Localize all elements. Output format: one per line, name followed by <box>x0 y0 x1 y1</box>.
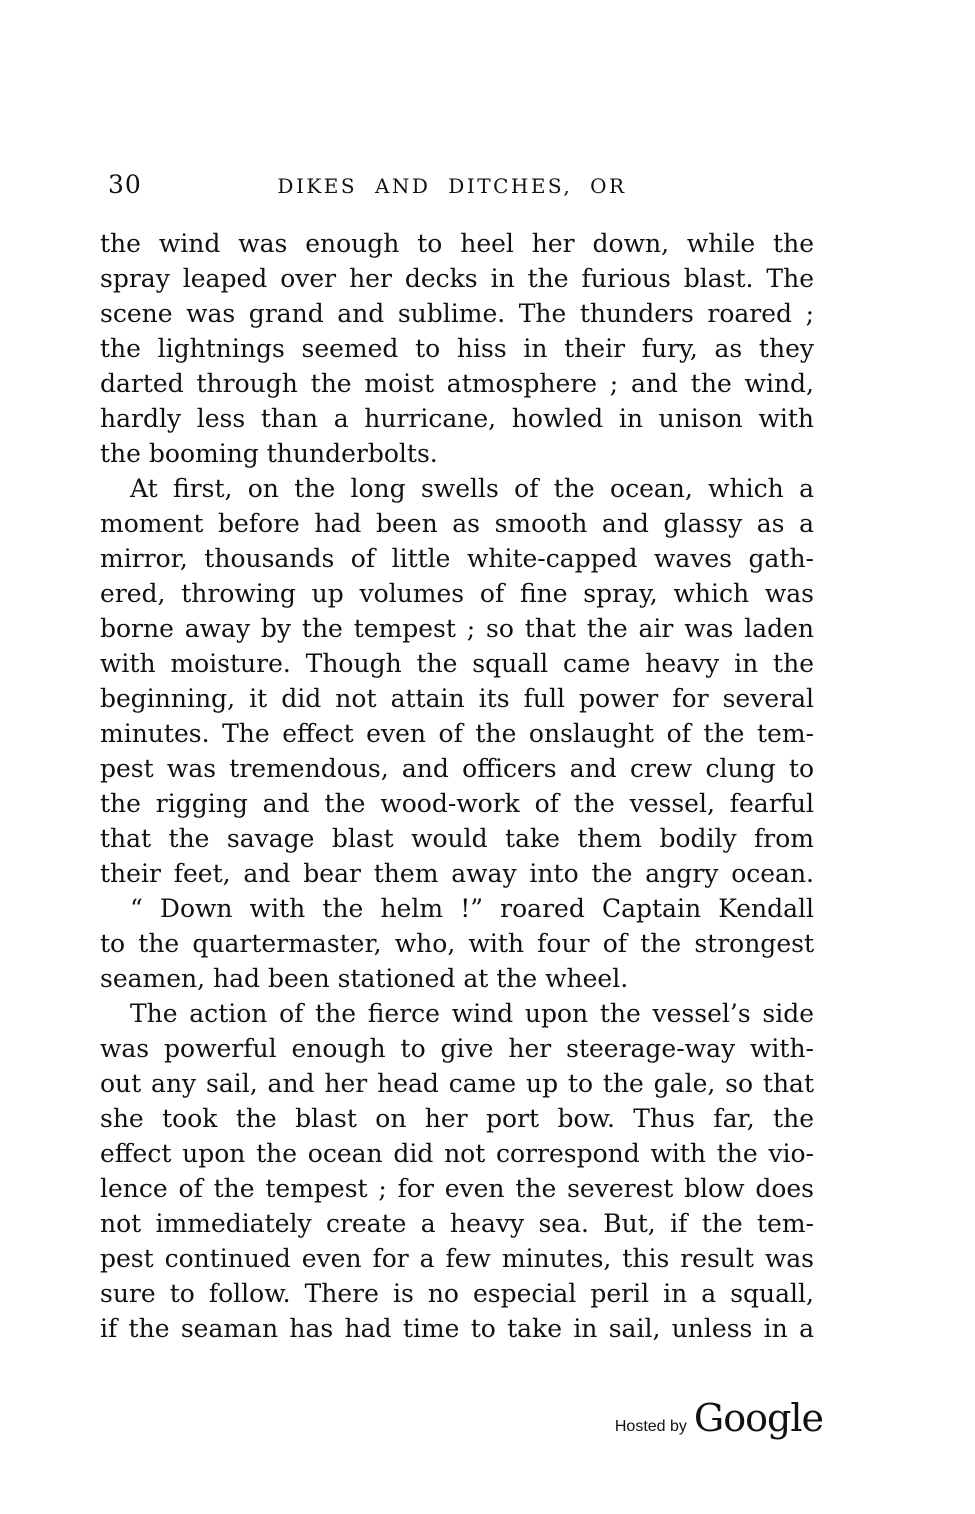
text-line: effect upon the ocean did not correspond with the vio- <box>100 1139 814 1168</box>
text-line: hardly less than a hurricane, howled in unison with <box>100 404 814 433</box>
text-line: the wind was enough to heel her down, while the <box>100 229 814 258</box>
text-line: At first, on the long swells of the ocean, which a <box>130 474 814 503</box>
text-line: the rigging and the wood-work of the vessel, fearful <box>100 789 814 818</box>
running-header <box>100 170 814 204</box>
text-line: The action of the fierce wind upon the vessel’s side <box>130 999 814 1028</box>
text-line: the lightnings seemed to hiss in their fury, as they <box>100 334 814 363</box>
text-line: was powerful enough to give her steerage-way with- <box>100 1034 814 1063</box>
body-text <box>100 226 814 1346</box>
text-line: “ Down with the helm !” roared Captain Kendall <box>130 894 814 923</box>
text-line: if the seaman has had time to take in sail, unless in a <box>100 1314 814 1343</box>
text-line: that the savage blast would take them bodily from <box>100 824 814 853</box>
google-logo: Google <box>693 1396 823 1440</box>
text-line: not immediately create a heavy sea. But, if the tem- <box>100 1209 814 1238</box>
text-line: minutes. The effect even of the onslaught of the tem- <box>100 719 814 748</box>
running-title: DIKES AND DITCHES, OR <box>277 174 627 198</box>
text-line: to the quartermaster, who, with four of the strongest <box>100 929 814 958</box>
text-line: seamen, had been stationed at the wheel. <box>100 964 629 993</box>
text-line: out any sail, and her head came up to the gale, so that <box>100 1069 814 1098</box>
google-watermark <box>615 1396 823 1440</box>
text-line: lence of the tempest ; for even the severest blow does <box>100 1174 814 1203</box>
text-line: darted through the moist atmosphere ; and the wind, <box>100 369 814 398</box>
text-line: scene was grand and sublime. The thunders roared ; <box>100 299 814 328</box>
text-line: she took the blast on her port bow. Thus far, the <box>100 1104 814 1133</box>
text-line: spray leaped over her decks in the furious blast. The <box>100 264 814 293</box>
hosted-by-label: Hosted by <box>614 1418 687 1435</box>
page-number: 30 <box>108 170 142 199</box>
text-line: mirror, thousands of little white-capped waves gath- <box>100 544 814 573</box>
text-line: sure to follow. There is no especial peril in a squall, <box>100 1279 814 1308</box>
text-line: pest continued even for a few minutes, this result was <box>100 1244 814 1273</box>
text-line: their feet, and bear them away into the angry ocean. <box>100 859 814 888</box>
text-line: moment before had been as smooth and glassy as a <box>100 509 814 538</box>
text-line: borne away by the tempest ; so that the air was laden <box>100 614 814 643</box>
text-line: ered, throwing up volumes of fine spray, which was <box>100 579 814 608</box>
text-line: with moisture. Though the squall came heavy in the <box>100 649 814 678</box>
text-line: beginning, it did not attain its full power for several <box>100 684 814 713</box>
text-line: the booming thunderbolts. <box>100 439 438 468</box>
text-line: pest was tremendous, and officers and crew clung to <box>100 754 814 783</box>
